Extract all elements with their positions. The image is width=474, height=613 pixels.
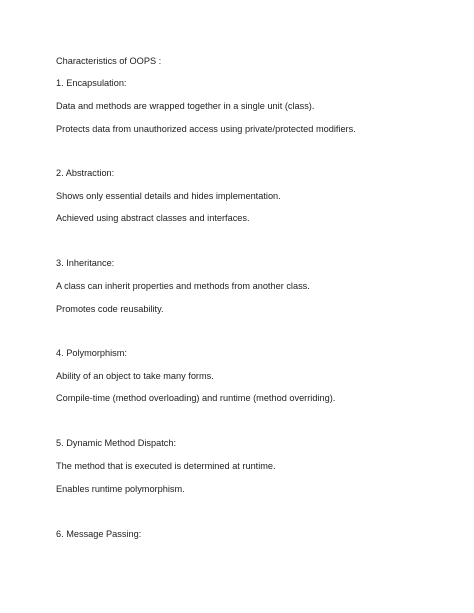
encapsulation-point-2: Protects data from unauthorized access using private/protected modifiers. bbox=[56, 124, 356, 134]
abstraction-point-1: Shows only essential details and hides implementation. bbox=[56, 191, 281, 201]
polymorphism-point-2: Compile-time (method overloading) and runtime (method overriding). bbox=[56, 393, 336, 403]
section-heading-message-passing: 6. Message Passing: bbox=[56, 529, 142, 539]
section-heading-encapsulation: 1. Encapsulation: bbox=[56, 78, 127, 88]
dynamic-method-dispatch-point-2: Enables runtime polymorphism. bbox=[56, 484, 185, 494]
section-heading-inheritance: 3. Inheritance: bbox=[56, 258, 115, 268]
inheritance-point-2: Promotes code reusability. bbox=[56, 304, 164, 314]
section-heading-abstraction: 2. Abstraction: bbox=[56, 168, 115, 178]
inheritance-point-1: A class can inherit properties and methods from another class. bbox=[56, 281, 310, 291]
abstraction-point-2: Achieved using abstract classes and interfaces. bbox=[56, 213, 250, 223]
dynamic-method-dispatch-point-1: The method that is executed is determined at runtime. bbox=[56, 461, 276, 471]
document-title: Characteristics of OOPS : bbox=[56, 56, 162, 66]
encapsulation-point-1: Data and methods are wrapped together in a single unit (class). bbox=[56, 101, 315, 111]
polymorphism-point-1: Ability of an object to take many forms. bbox=[56, 371, 214, 381]
section-heading-dynamic-method-dispatch: 5. Dynamic Method Dispatch: bbox=[56, 438, 176, 448]
section-heading-polymorphism: 4. Polymorphism: bbox=[56, 348, 127, 358]
